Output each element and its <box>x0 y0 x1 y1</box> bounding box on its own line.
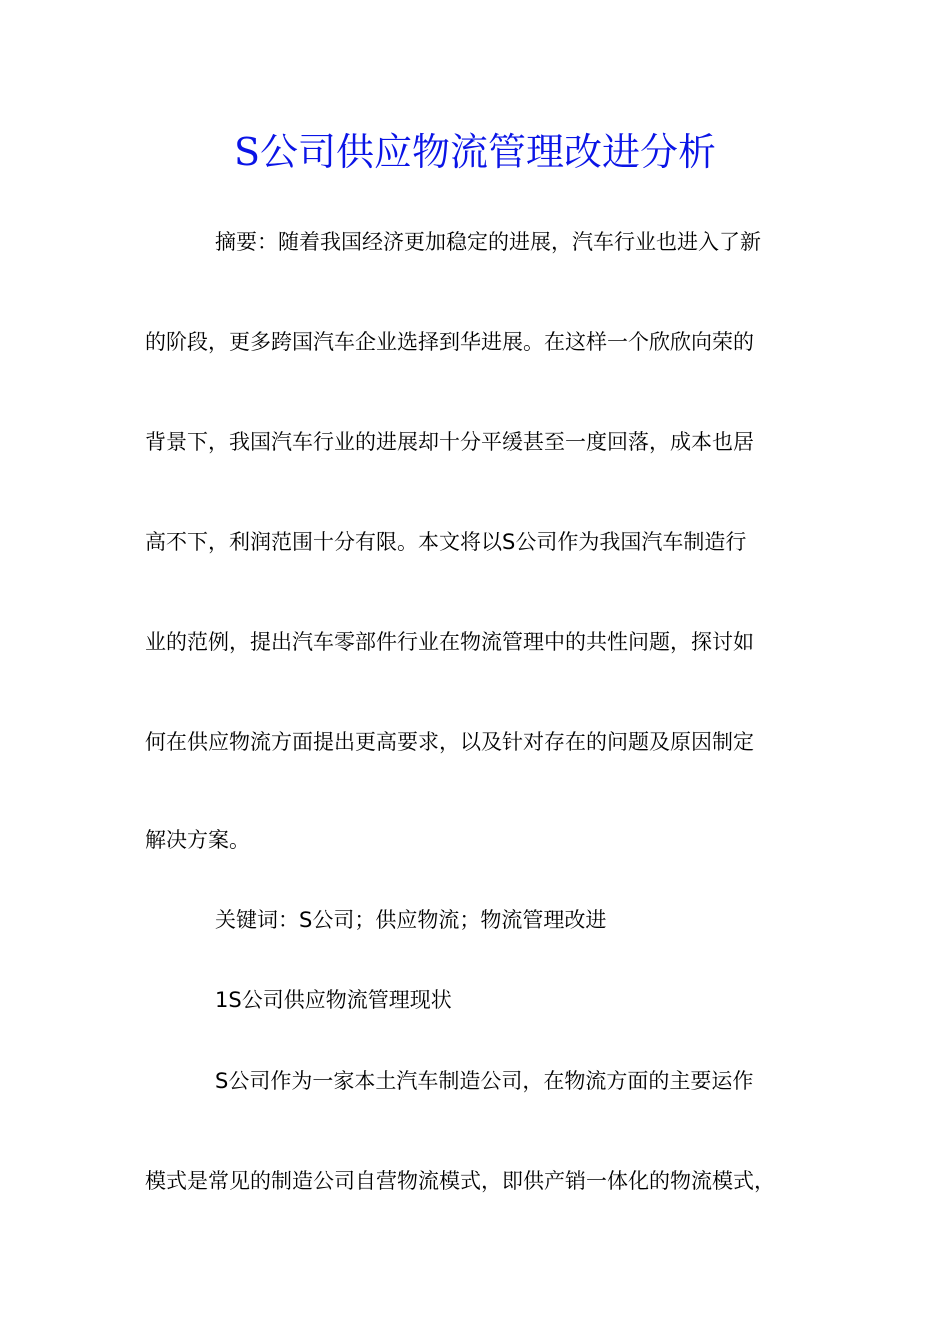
abstract-line: 高不下，利润范围十分有限。本文将以S公司作为我国汽车制造行 <box>145 530 747 554</box>
abstract-line: 何在供应物流方面提出更高要求，以及针对存在的问题及原因制定 <box>145 730 754 754</box>
abstract-line: 解决方案。 <box>145 828 250 852</box>
abstract-line: 的阶段，更多跨国汽车企业选择到华进展。在这样一个欣欣向荣的 <box>145 330 754 354</box>
abstract-line: 摘要：随着我国经济更加稳定的进展，汽车行业也进入了新 <box>215 230 761 254</box>
keywords-line: 关键词：S公司；供应物流；物流管理改进 <box>215 908 607 932</box>
body-line: S公司作为一家本土汽车制造公司，在物流方面的主要运作 <box>215 1069 754 1093</box>
body-line: 模式是常见的制造公司自营物流模式，即供产销一体化的物流模式， <box>145 1169 775 1193</box>
section-heading: 1S公司供应物流管理现状 <box>215 988 452 1012</box>
document-title: S公司供应物流管理改进分析 <box>233 130 717 174</box>
abstract-line: 背景下，我国汽车行业的进展却十分平缓甚至一度回落，成本也居 <box>145 430 754 454</box>
abstract-line: 业的范例，提出汽车零部件行业在物流管理中的共性问题，探讨如 <box>145 630 754 654</box>
